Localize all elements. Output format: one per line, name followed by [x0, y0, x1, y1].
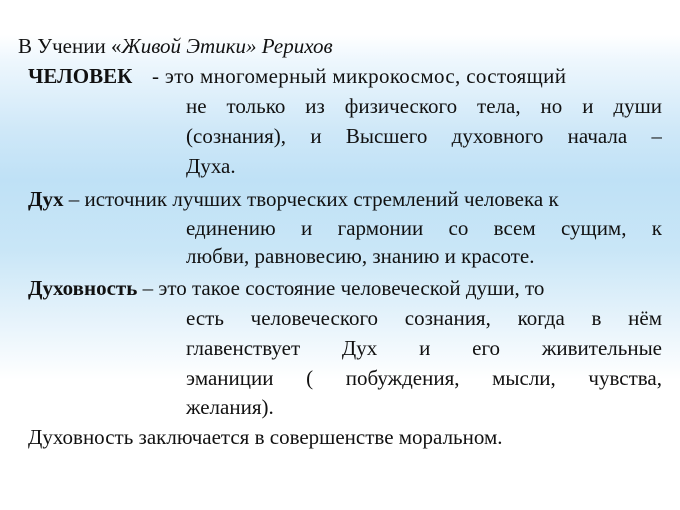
definition-first-line — [28, 186, 662, 213]
definition-first-line — [28, 63, 662, 90]
title-prefix: В Учении « — [18, 34, 122, 58]
slide-title — [18, 33, 333, 59]
definition-line: Духа. — [186, 154, 236, 178]
term-chelovek: ЧЕЛОВЕК — [28, 64, 133, 88]
title-italic: Живой Этики» Рерихов — [121, 34, 333, 58]
definition-text: - это многомерный микрокосмос, состоящий — [146, 64, 567, 88]
definition-line: эманиции ( побуждения, мысли, чувства, — [186, 366, 662, 390]
definition-line: единению и гармонии со всем сущим, к — [186, 216, 662, 240]
definition-first-line — [28, 275, 662, 302]
definition-text: – это такое состояние человеческой души, то — [137, 276, 545, 300]
definition-line: (сознания), и Высшего духовного начала – — [186, 124, 662, 148]
definition-line: любви, равновесию, знанию и красоте. — [186, 244, 535, 268]
definition-line: есть человеческого сознания, когда в нём — [186, 306, 662, 330]
term-dukh: Дух — [28, 187, 64, 211]
term-dukhovnost: Духовность — [28, 276, 138, 300]
definition-line: главенствует Дух и его живительные — [186, 336, 662, 360]
closing-statement: Духовность заключается в совершенстве моральном. — [28, 425, 503, 449]
definition-line: желания). — [186, 395, 274, 419]
definition-text: – источник лучших творческих стремлений человека к — [63, 187, 559, 211]
definition-line: не только из физического тела, но и души — [186, 94, 662, 118]
